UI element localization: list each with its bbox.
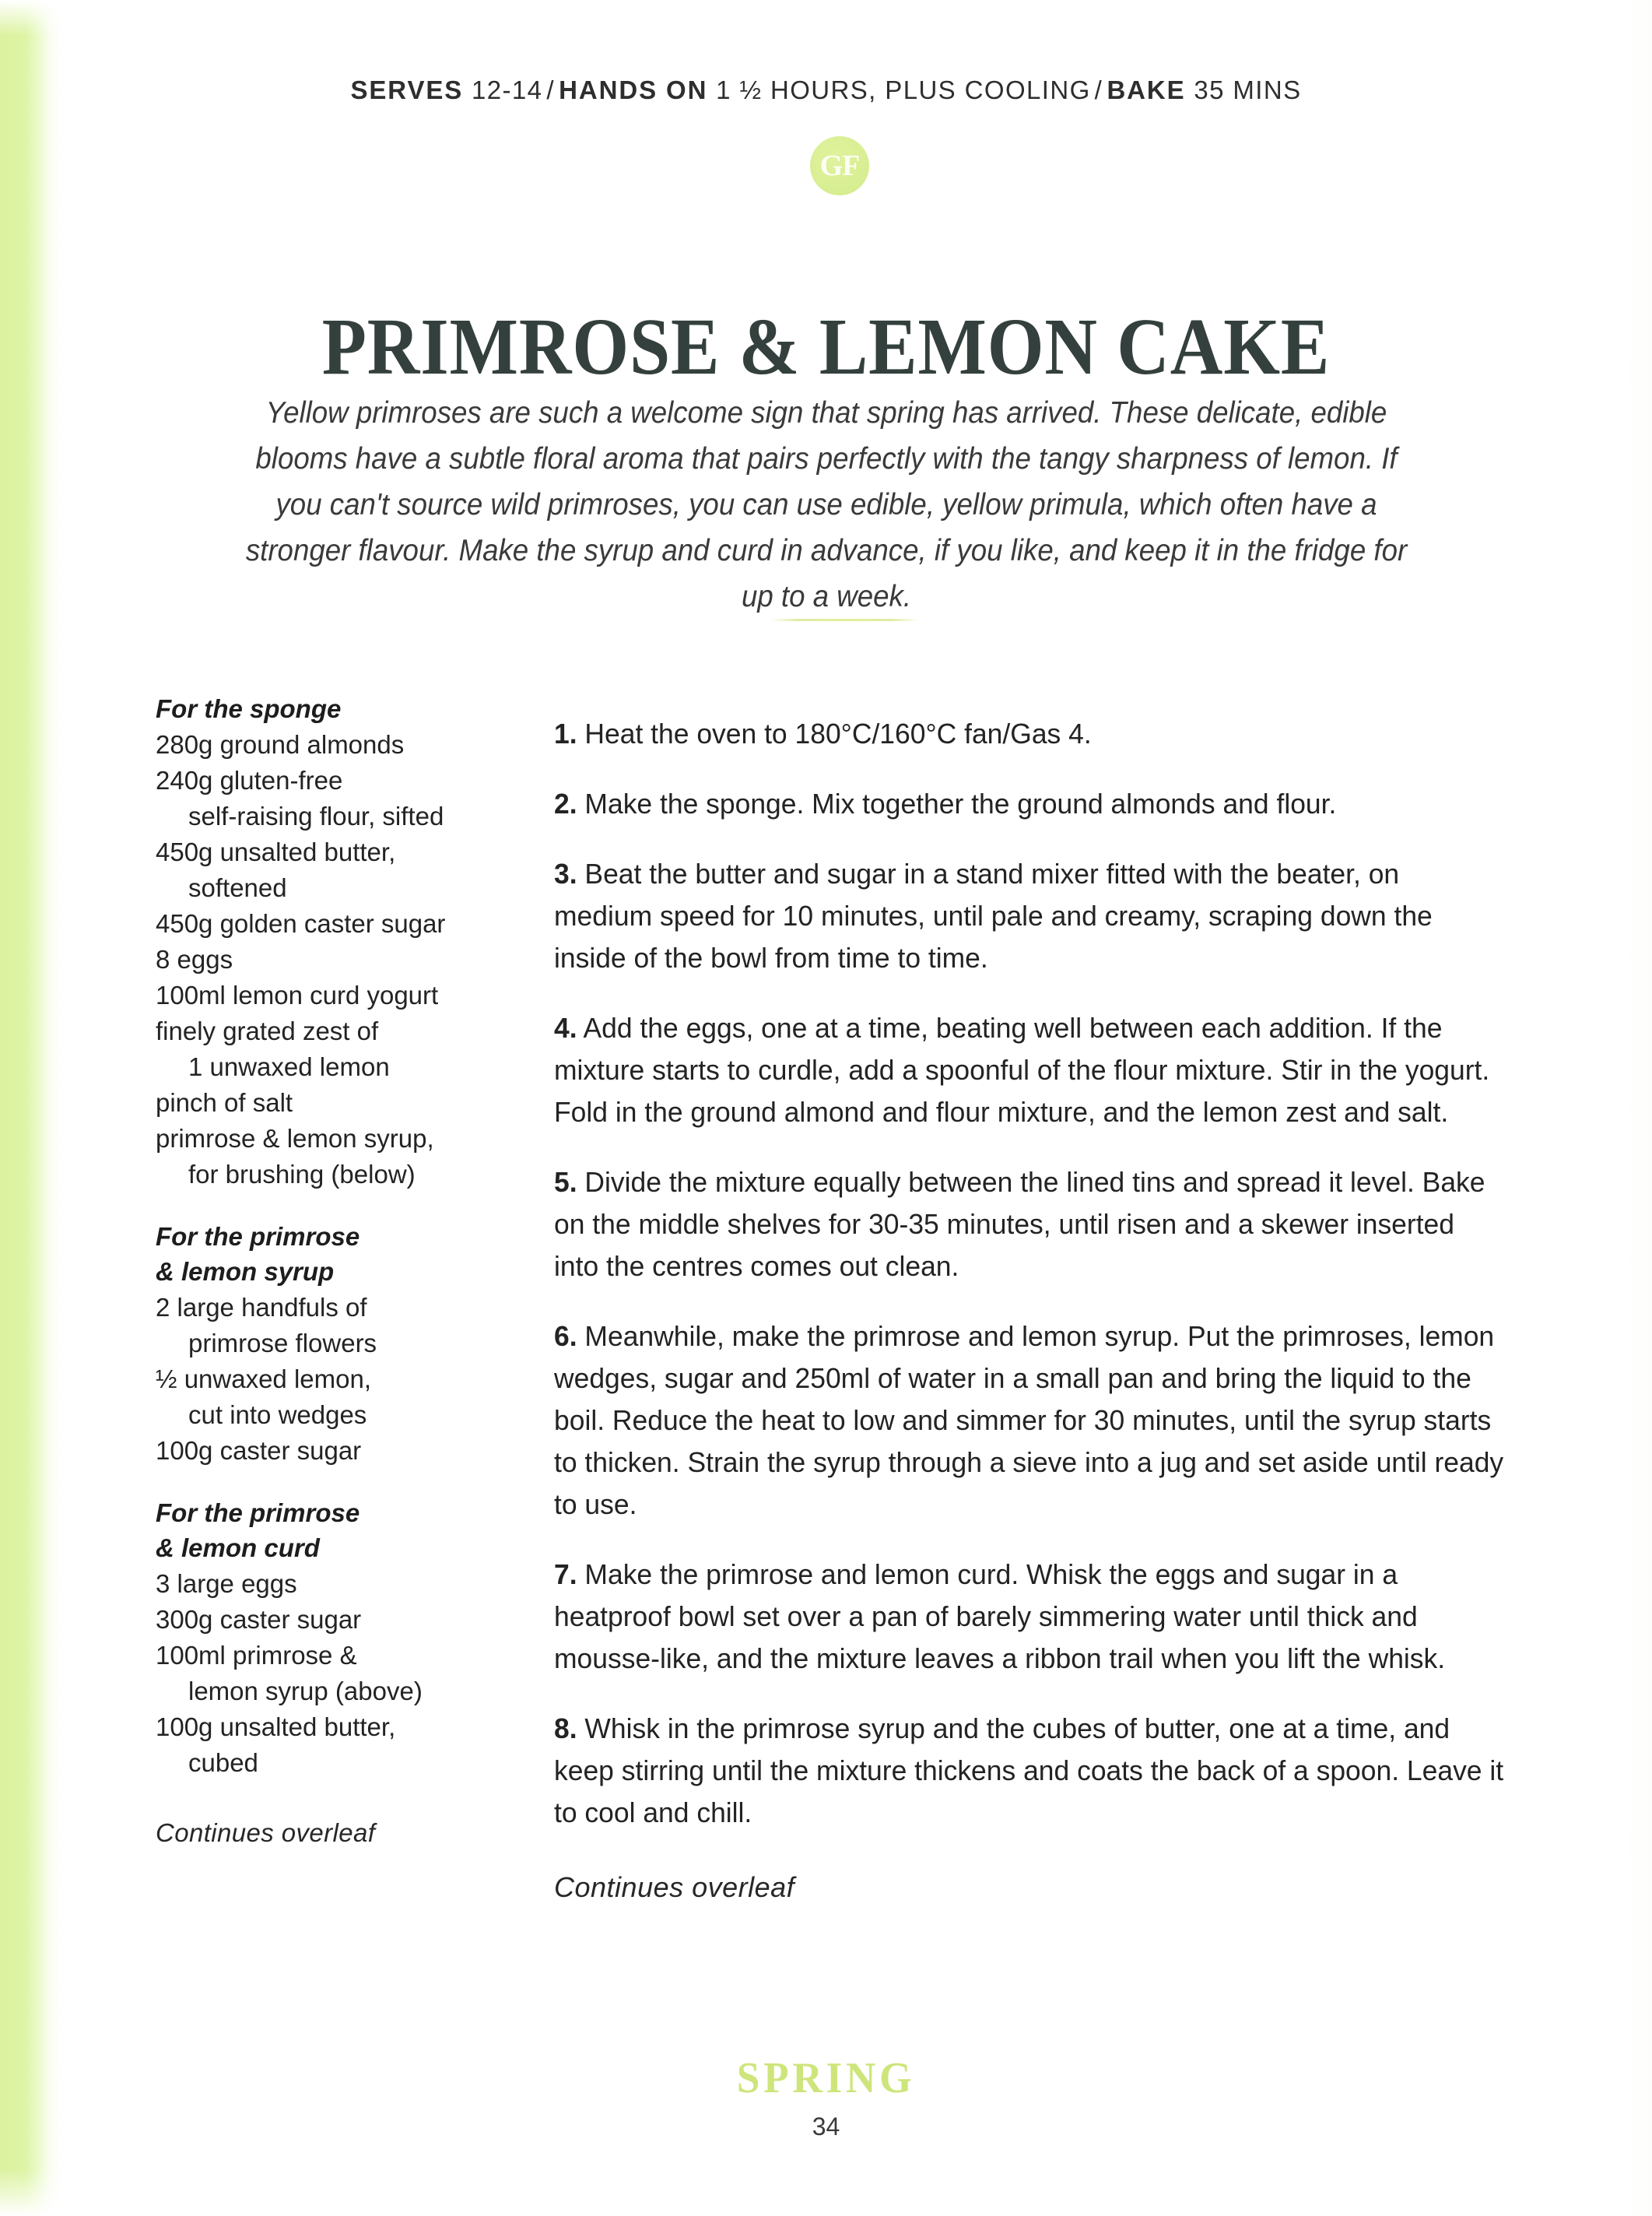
ingredient-item: 450g golden caster sugar xyxy=(156,909,446,938)
ingredient-item: 280g ground almonds xyxy=(156,730,405,759)
ingredient-item-continuation: cubed xyxy=(188,1748,258,1777)
ingredient-group xyxy=(156,1495,514,1781)
method-step-number: 8. xyxy=(554,1712,577,1744)
method-step xyxy=(554,1708,1504,1834)
ingredient-item: 100g unsalted butter, cubed xyxy=(156,1709,514,1781)
ingredient-item-continuation: 1 unwaxed lemon xyxy=(188,1052,390,1081)
method-step-text: Beat the butter and sugar in a stand mixer fitted with the beater, on medium speed for 10 minutes, until pale and creamy, scraping down the inside of the bowl from time to time. xyxy=(554,858,1433,974)
ingredient-item: ½ unwaxed lemon, cut into wedges xyxy=(156,1361,514,1433)
method-step xyxy=(554,713,1504,755)
ingredient-item: 100ml primrose & lemon syrup (above) xyxy=(156,1638,514,1709)
ingredient-item: primrose & lemon syrup, for brushing (below) xyxy=(156,1121,514,1192)
method-step-number: 1. xyxy=(554,718,577,750)
meta-separator-1: / xyxy=(546,76,556,104)
method-step xyxy=(554,853,1504,979)
ingredient-item-continuation: self-raising flour, sifted xyxy=(188,802,444,831)
gluten-free-badge-icon xyxy=(810,136,869,195)
method-step xyxy=(554,1161,1504,1287)
method-step-text: Divide the mixture equally between the lined tins and spread it level. Bake on the middle shelves for 30-35 minutes, until risen and a skewer inserted into the centres comes out clean. xyxy=(554,1166,1485,1282)
method-step xyxy=(554,783,1504,825)
method-step-text: Make the sponge. Mix together the ground almonds and flour. xyxy=(577,788,1337,820)
method-steps xyxy=(554,713,1519,1834)
method-step-text: Whisk in the primrose syrup and the cubes of butter, one at a time, and keep stirring until the mixture thickens and coats the back of a spoon. Leave it to cool and chill. xyxy=(554,1712,1504,1828)
method-step-text: Make the primrose and lemon curd. Whisk the eggs and sugar in a heatproof bowl set over a pan of barely simmering water until thick and mousse-like, and the mixture leaves a ribbon trail when you lift the whisk. xyxy=(554,1558,1446,1674)
ingredient-item: 8 eggs xyxy=(156,945,233,974)
section-divider xyxy=(770,619,918,621)
method-step-number: 6. xyxy=(554,1320,577,1352)
hands-on-label: HANDS ON xyxy=(559,76,708,104)
ingredient-group xyxy=(156,691,514,1192)
method-step-text: Meanwhile, make the primrose and lemon syrup. Put the primroses, lemon wedges, sugar and 250ml of water in a small pan and bring the liquid to the boil. Reduce the heat to low and simmer for 30 minutes, until the syrup starts to thicken. Strain the syrup through a sieve into a jug and set aside until ready to use. xyxy=(554,1320,1504,1520)
ingredient-groups xyxy=(156,691,514,1781)
ingredient-item: 240g gluten-free self-raising flour, sifted xyxy=(156,763,514,834)
gluten-free-badge-label: GF xyxy=(819,149,860,182)
ingredient-item: 450g unsalted butter, softened xyxy=(156,834,514,906)
method-step-number: 2. xyxy=(554,788,577,820)
ingredient-item-continuation: for brushing (below) xyxy=(188,1160,416,1189)
page-number: 34 xyxy=(812,2112,840,2140)
ingredient-item-continuation: softened xyxy=(188,873,287,902)
ingredient-item: 3 large eggs xyxy=(156,1569,297,1598)
method-step-text: Heat the oven to 180°C/160°C fan/Gas 4. xyxy=(577,718,1092,750)
ingredient-item: 2 large handfuls of primrose flowers xyxy=(156,1290,514,1361)
bake-label: BAKE xyxy=(1107,76,1186,104)
recipe-meta-line xyxy=(0,76,1652,105)
ingredient-group-heading: For the primrose & lemon syrup xyxy=(156,1222,360,1286)
method-step-number: 3. xyxy=(554,858,577,890)
ingredient-item: pinch of salt xyxy=(156,1088,293,1117)
serves-value: 12-14 xyxy=(471,76,543,104)
ingredient-group-heading: For the primrose & lemon curd xyxy=(156,1498,360,1562)
hands-on-value: 1 ½ HOURS, PLUS COOLING xyxy=(716,76,1091,104)
ingredient-item: 100ml lemon curd yogurt xyxy=(156,981,439,1010)
page-title: PRIMROSE & LEMON CAKE xyxy=(321,301,1331,392)
method-step xyxy=(554,1554,1504,1680)
method-step-number: 7. xyxy=(554,1558,577,1590)
ingredient-item-continuation: primrose flowers xyxy=(188,1329,377,1357)
ingredient-item: finely grated zest of 1 unwaxed lemon xyxy=(156,1013,514,1085)
ingredient-item-continuation: cut into wedges xyxy=(188,1400,367,1429)
method-continues-note: Continues overleaf xyxy=(554,1871,795,1903)
ingredients-continues-note: Continues overleaf xyxy=(156,1818,376,1847)
ingredient-group-heading: For the sponge xyxy=(156,694,342,723)
bake-value: 35 MINS xyxy=(1194,76,1302,104)
method-column xyxy=(554,685,1519,1909)
method-step xyxy=(554,1315,1504,1526)
footer-season-label: SPRING xyxy=(736,2054,916,2102)
meta-separator-2: / xyxy=(1094,76,1103,104)
ingredient-item: 300g caster sugar xyxy=(156,1605,362,1634)
serves-label: SERVES xyxy=(350,76,464,104)
method-step xyxy=(554,1007,1504,1133)
ingredient-item: 100g caster sugar xyxy=(156,1436,362,1465)
method-step-number: 5. xyxy=(554,1166,577,1198)
ingredient-item-continuation: lemon syrup (above) xyxy=(188,1677,423,1705)
ingredient-group xyxy=(156,1219,514,1469)
ingredients-column xyxy=(156,691,514,1851)
method-step-number: 4. xyxy=(554,1012,577,1044)
method-step-text: Add the eggs, one at a time, beating well between each addition. If the mixture starts to curdle, add a spoonful of the flour mixture. Stir in the yogurt. Fold in the ground almond and flour mixture, and the lemon zest and salt. xyxy=(554,1012,1490,1128)
recipe-intro: Yellow primroses are such a welcome sign that spring has arrived. These delicate, edible blooms have a subtle floral aroma that pairs perfectly with the tangy sharpness of lemon. If you can't source wild primroses, you can use edible, yellow primula, which often have a stronger flavour. Make the syrup and curd in advance, if you like, and keep it in the fridge for up to a week. xyxy=(245,396,1408,613)
